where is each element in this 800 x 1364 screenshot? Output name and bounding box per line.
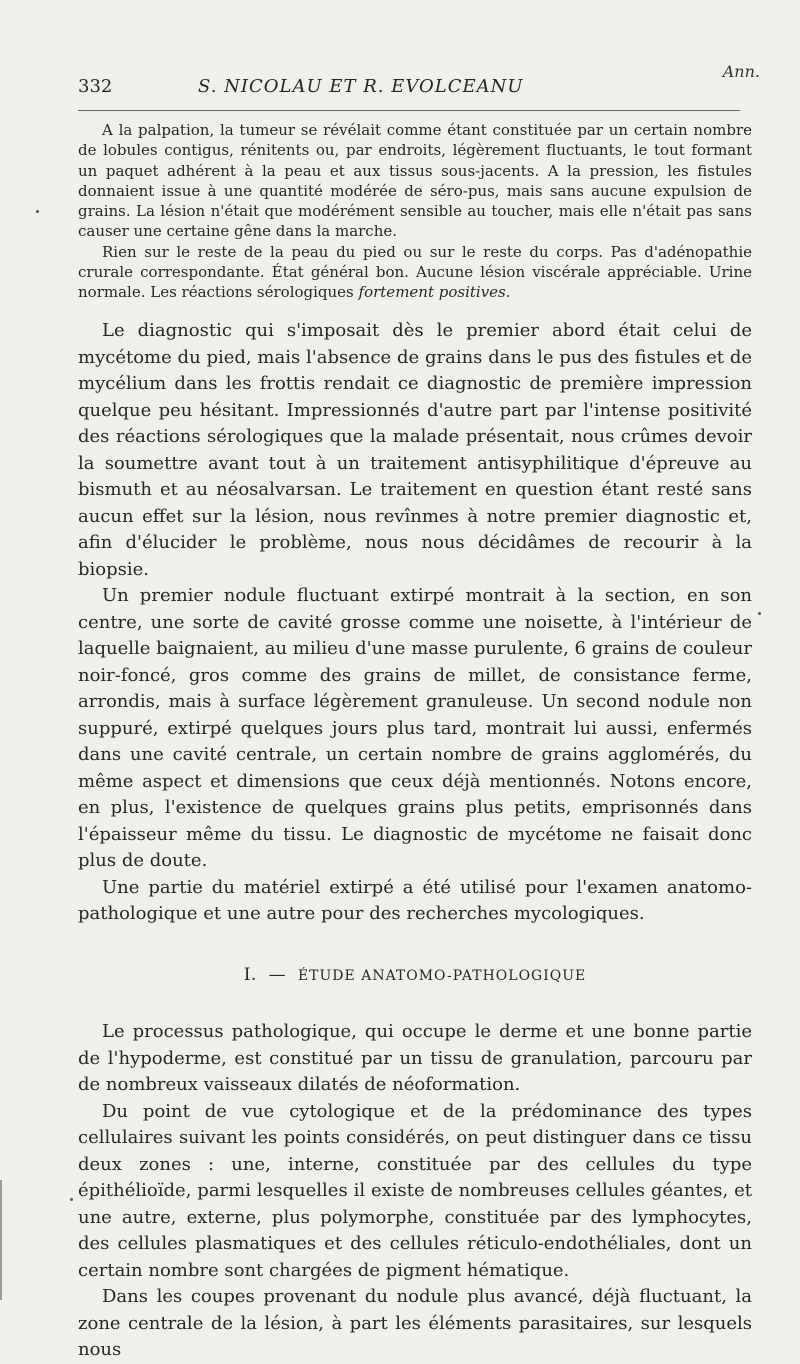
body-paragraph: Le processus pathologique, qui occupe le derme et une bonne partie de l'hypoderme, est constitué par un tissu de granulation, parcouru par de nombreux vaisseaux dilatés de néoformation.: [78, 1021, 752, 1095]
section-heading: [78, 962, 752, 990]
body-paragraph: Du point de vue cytologique et de la prédominance des types cellulaires suivant les points considérés, on peut distinguer dans ce tissu deux zones : une, interne, constituée par des cellules du type épithélioïde, parmi lesquelles il existe de nombreuses cellules géantes, et une autre, externe, plus polymorphe, constituée par des lymphocytes, des cellules plasmatiques et des cellules réticulo-endothéliales, dont un certain nombre sont chargées de pigment hématique.: [78, 1100, 752, 1281]
body-paragraph: Le diagnostic qui s'imposait dès le premier abord était celui de mycétome du pied, mais l'absence de grains dans le pus des fistules et de mycélium dans les frottis rendait ce diagnostic de première impression quelque peu hésitant. Impressionnés d'autre part par l'intense positivité des réactions sérologiques que la malade présentait, nous crûmes devoir la soumettre avant tout à un traitement antisyphilitique d'épreuve au bismuth et au néosalvarsan. Le traitement en question étant resté sans aucun effet sur la lésion, nous revînmes à notre premier diagnostic et, afin d'élucider le problème, nous nous décidâmes de recourir à la biopsie.: [78, 320, 752, 580]
scan-edge-mark: [0, 1180, 2, 1300]
section-number: I.: [243, 964, 257, 985]
header-rule: [78, 110, 740, 111]
scan-speck: [758, 612, 761, 615]
body-paragraph: Une partie du matériel extirpé a été utilisé pour l'examen anatomo-pathologique et une autre pour des recherches mycologiques.: [78, 876, 752, 924]
scan-speck: [70, 1198, 73, 1201]
case-paragraph: A la palpation, la tumeur se révélait comme étant constituée par un certain nombre de lobules contigus, rénitents ou, par endroits, légèrement fluctuants, le tout formant un paquet adhérent à la peau et aux tissus sous-jacents. A la pression, les fistules donnaient issue à une quantité modérée de séro-pus, mais sans aucune expulsion de grains. La lésion n'était que modérément sensible au toucher, mais elle n'était pas sans causer une certaine gêne dans la marche.: [78, 121, 752, 241]
corner-annotation: Ann.: [722, 62, 760, 81]
main-text: [78, 318, 752, 1364]
section-dash: —: [268, 964, 287, 985]
scan-speck: [36, 210, 39, 213]
body-paragraph: Un premier nodule fluctuant extirpé montrait à la section, en son centre, une sorte de cavité grosse comme une noisette, à l'intérieur de laquelle baignaient, au milieu d'une masse purulente, 6 grains de couleur noir-foncé, gros comme des grains de millet, de consistance ferme, arrondis, mais à surface légèrement granuleuse. Un second nodule non suppuré, extirpé quelques jours plus tard, montrait lui aussi, enfermés dans une cavité centrale, un certain nombre de grains agglomérés, du même aspect et dimensions que ceux déjà mentionnés. Notons encore, en plus, l'existence de quelques grains plus petits, emprisonnés dans l'épaisseur même du tissu. Le diagnostic de mycétome ne faisait donc plus de doute.: [78, 585, 752, 871]
running-title: S. NICOLAU ET R. EVOLCEANU: [198, 76, 524, 97]
body-paragraph: Dans les coupes provenant du nodule plus avancé, déjà fluctuant, la zone centrale de la lésion, à part les éléments parasitaires, sur lesquels nous: [78, 1286, 752, 1360]
section-title: ÉTUDE ANATOMO-PATHOLOGIQUE: [297, 967, 587, 984]
page-header: [78, 76, 740, 97]
case-description: [78, 120, 752, 303]
case-paragraph: Rien sur le reste de la peau du pied ou sur le reste du corps. Pas d'adénopathie crurale correspondante. État général bon. Aucune lésion viscérale appréciable. Urine normale. Les réactions sérologiques fortement positives.: [78, 242, 752, 302]
section-text: [78, 1019, 752, 1364]
page-number: 332: [78, 76, 113, 97]
emphasis-text: fortement positives: [358, 283, 506, 302]
